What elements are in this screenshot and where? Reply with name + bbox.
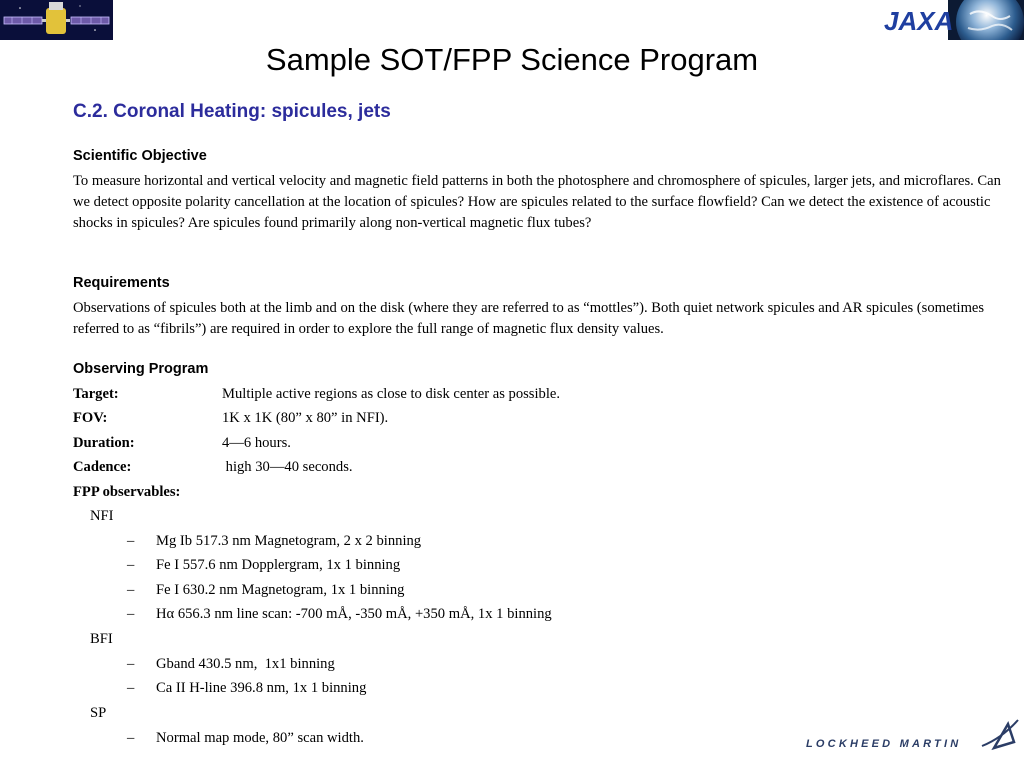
bullet-dash: – xyxy=(127,656,135,672)
bullet-dash: – xyxy=(127,533,135,549)
observing-program-heading: Observing Program xyxy=(73,361,209,377)
fpp-observables-row xyxy=(73,482,222,502)
target-row xyxy=(73,384,560,404)
list-item-text: Normal map mode, 80” scan width. xyxy=(156,730,364,746)
requirements-heading: Requirements xyxy=(73,275,170,291)
section-title: C.2. Coronal Heating: spicules, jets xyxy=(73,101,391,122)
satellite-logo xyxy=(0,0,113,40)
objective-heading: Scientific Objective xyxy=(73,148,207,164)
bullet-dash: – xyxy=(127,557,135,573)
duration-row xyxy=(73,433,291,453)
jaxa-logo xyxy=(878,0,1024,40)
bullet-dash: – xyxy=(127,606,135,622)
fov-row xyxy=(73,408,388,428)
requirements-text: Observations of spicules both at the limb and on the disk (where they are referred to as “mottles”). Both quiet network spicules and AR spicules (sometimes referred to as “fibrils”) are required in order to explore the full range of magnetic flux density values. xyxy=(73,300,985,337)
objective-text: To measure horizontal and vertical velocity and magnetic field patterns in both the photosphere and chromosphere of spicules, larger jets, and microflares. Can we detect opposite polarity cancellation at the location of spicules? How are spicules related to the surface flowfield? Can we detect the existence of acoustic shocks in spicules? Are spicules found primarily along non-vertical magnetic flux tubes? xyxy=(73,173,1001,231)
target-value: Multiple active regions as close to disk center as possible. xyxy=(222,386,561,402)
duration-label: Duration: xyxy=(73,435,135,451)
target-label: Target: xyxy=(73,386,119,402)
lockheed-martin-logo xyxy=(806,716,1020,764)
bullet-dash: – xyxy=(127,730,135,746)
list-item xyxy=(127,531,421,551)
cadence-row xyxy=(73,457,353,477)
duration-value: 4—6 hours. xyxy=(222,435,291,451)
page-title: Sample SOT/FPP Science Program xyxy=(265,42,759,77)
fpp-observables-label: FPP observables: xyxy=(73,484,181,500)
list-item-text: Ca II H-line 396.8 nm, 1x 1 binning xyxy=(156,680,367,696)
bullet-dash: – xyxy=(127,680,135,696)
list-item xyxy=(127,654,335,674)
list-item-text: Gband 430.5 nm, 1x1 binning xyxy=(156,656,335,672)
nfi-label: NFI xyxy=(90,508,114,524)
fov-value: 1K x 1K (80” x 80” in NFI). xyxy=(222,410,389,426)
list-item xyxy=(127,728,364,748)
list-item xyxy=(127,678,366,698)
bullet-dash: – xyxy=(127,582,135,598)
list-item-text: Fe I 557.6 nm Dopplergram, 1x 1 binning xyxy=(156,557,401,573)
cadence-label: Cadence: xyxy=(73,459,132,475)
list-item xyxy=(127,555,400,575)
list-item-text: Mg Ib 517.3 nm Magnetogram, 2 x 2 binning xyxy=(156,533,422,549)
list-item-text: Fe I 630.2 nm Magnetogram, 1x 1 binning xyxy=(156,582,405,598)
list-item xyxy=(127,604,552,624)
list-item-text: Hα 656.3 nm line scan: -700 mÅ, -350 mÅ, +350 mÅ, 1x 1 binning xyxy=(156,606,552,622)
cadence-value: high 30—40 seconds. xyxy=(222,459,353,475)
fov-label: FOV: xyxy=(73,410,108,426)
bfi-label: BFI xyxy=(90,631,113,647)
sp-label: SP xyxy=(90,705,107,721)
lockheed-martin-logo-text: LOCKHEED MARTIN xyxy=(806,738,962,750)
jaxa-logo-text: JAXA xyxy=(884,6,954,36)
list-item xyxy=(127,580,404,600)
